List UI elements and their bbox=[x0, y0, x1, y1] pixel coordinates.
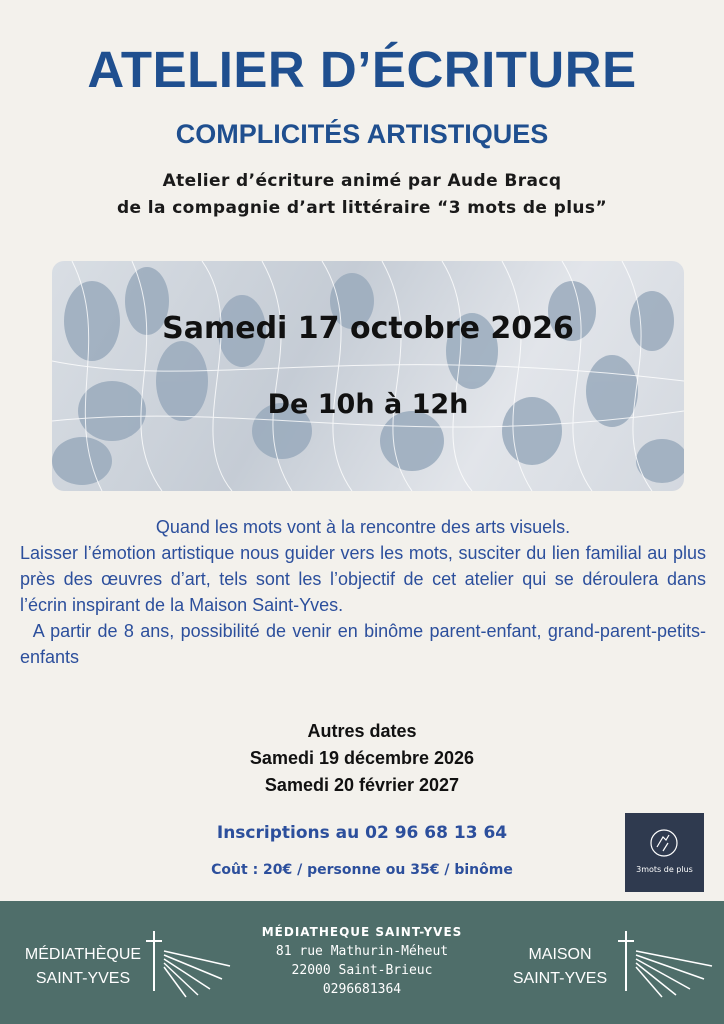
description-paragraph-1: Laisser l’émotion artistique nous guider vers les mots, susciter du lien familial au plus près des œuvres d’art, tels sont les l’objectif de cet atelier qui se déroulera dans l’écrin inspirant de la Maison Saint-Yves. bbox=[20, 543, 706, 615]
footer-left-line-2: SAINT-YVES bbox=[35, 970, 131, 987]
logo-text: 3mots de plus bbox=[636, 865, 693, 874]
footer-phone: 0296681364 bbox=[322, 982, 402, 997]
hand-with-pen-icon bbox=[625, 813, 704, 892]
other-date-2: Samedi 20 février 2027 bbox=[264, 775, 460, 795]
event-time: De 10h à 12h bbox=[267, 389, 469, 420]
poster-title: ATELIER D’ÉCRITURE bbox=[87, 41, 637, 98]
registration-phone: Inscriptions au 02 96 68 13 64 bbox=[216, 823, 508, 843]
artwork-image bbox=[52, 261, 684, 491]
intro-line-2: de la compagnie d’art littéraire “3 mots de plus” bbox=[116, 198, 608, 218]
intro-text bbox=[0, 168, 724, 222]
footer-center-heading: MÉDIATHEQUE SAINT-YVES bbox=[261, 925, 463, 939]
other-date-1: Samedi 19 décembre 2026 bbox=[249, 748, 475, 768]
footer-address-line-1: 81 rue Mathurin-Méheut bbox=[275, 944, 449, 959]
event-date: Samedi 17 octobre 2026 bbox=[162, 311, 574, 346]
footer-address bbox=[232, 923, 492, 999]
description-paragraph-2: A partir de 8 ans, possibilité de venir en binôme parent-enfant, grand-parent-petits-enfants bbox=[20, 621, 706, 667]
maison-cross-icon bbox=[614, 931, 714, 1001]
footer bbox=[0, 901, 724, 1024]
3-mots-de-plus-logo bbox=[625, 813, 704, 892]
mediatheque-cross-icon bbox=[142, 931, 232, 1001]
registration-cost: Coût : 20€ / personne ou 35€ / binôme bbox=[211, 862, 513, 878]
artwork-photo bbox=[52, 261, 684, 491]
intro-line-1: Atelier d’écriture animé par Aude Bracq bbox=[162, 171, 562, 191]
poster-subtitle: COMPLICITÉS ARTISTIQUES bbox=[175, 119, 549, 149]
footer-right-line-2: SAINT-YVES bbox=[512, 970, 608, 987]
description bbox=[20, 514, 706, 670]
other-dates-heading: Autres dates bbox=[307, 721, 417, 741]
description-line-1: Quand les mots vont à la rencontre des arts visuels. bbox=[155, 517, 571, 537]
footer-right-line-1: MAISON bbox=[528, 946, 592, 963]
footer-maison-label bbox=[500, 943, 620, 991]
footer-mediatheque-label bbox=[18, 943, 148, 991]
other-dates bbox=[0, 718, 724, 799]
footer-left-line-1: MÉDIATHÈQUE bbox=[24, 946, 142, 963]
footer-address-line-2: 22000 Saint-Brieuc bbox=[291, 963, 433, 978]
